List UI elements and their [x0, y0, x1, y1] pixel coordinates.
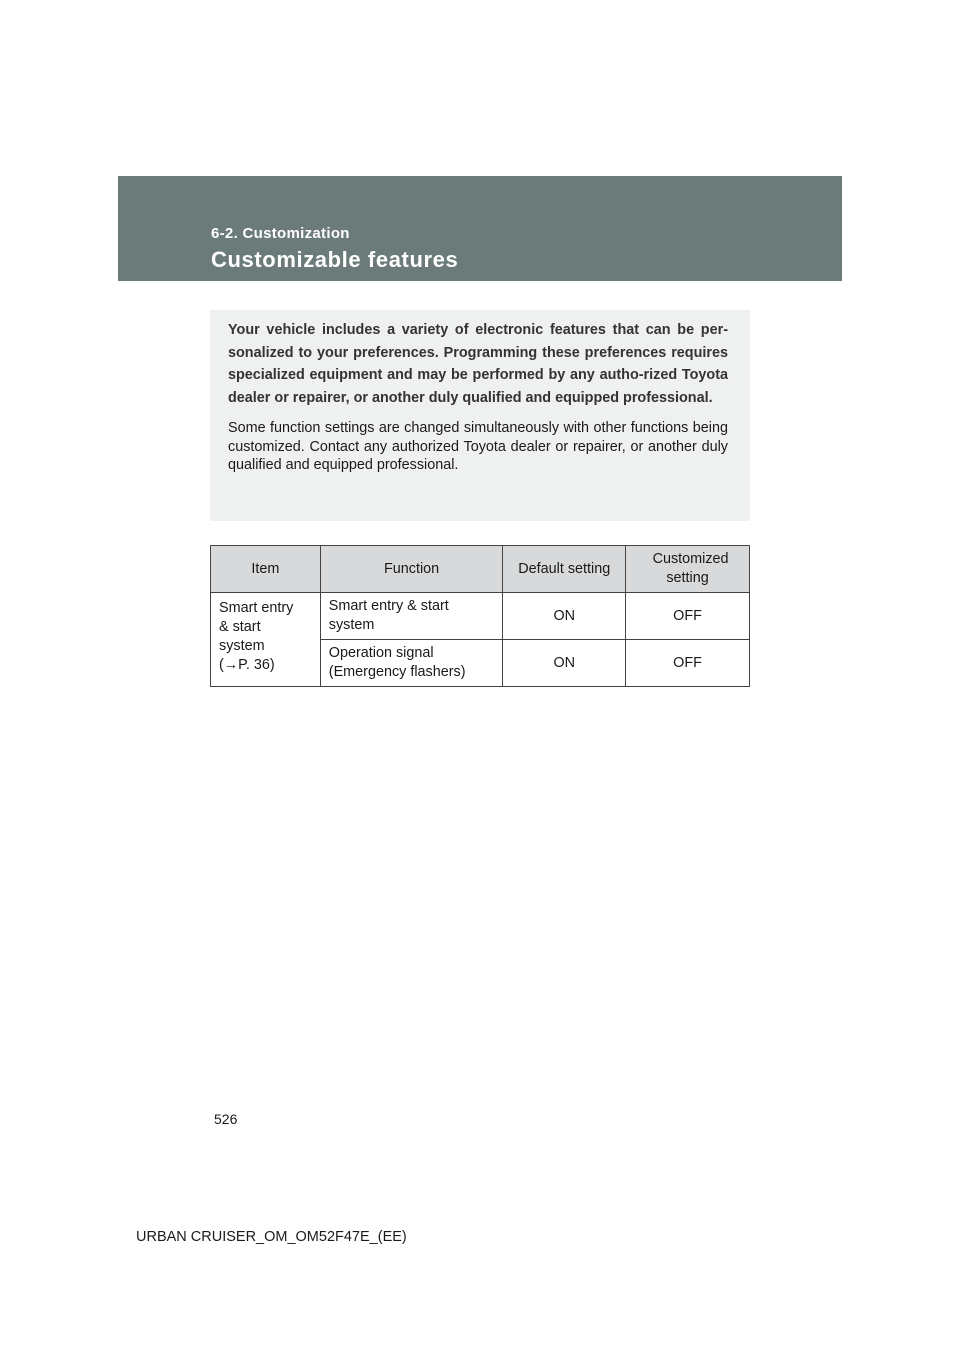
- page-number: 526: [214, 1111, 238, 1127]
- customized-setting-cell: OFF: [626, 593, 750, 640]
- table-header-row: [211, 546, 750, 593]
- column-header-customized-label: Customized setting: [652, 551, 729, 586]
- function-line: system: [328, 617, 375, 633]
- function-cell: [320, 640, 503, 687]
- default-setting-cell: ON: [503, 640, 626, 687]
- function-line: Smart entry & start: [328, 598, 449, 614]
- intro-box: [210, 310, 750, 521]
- function-line: (Emergency flashers): [328, 664, 466, 680]
- item-name-line: system: [219, 638, 265, 654]
- function-cell: [320, 593, 503, 640]
- column-header-function: Function: [320, 546, 503, 593]
- column-header-item: Item: [211, 546, 321, 593]
- document-code: URBAN CRUISER_OM_OM52F47E_(EE): [136, 1229, 407, 1245]
- item-cell: [211, 593, 321, 687]
- section-label: 6-2. Customization: [211, 225, 350, 242]
- item-name-line: & start: [219, 619, 261, 635]
- customized-setting-cell: OFF: [626, 640, 750, 687]
- page-title: Customizable features: [211, 247, 459, 272]
- intro-bold-paragraph: Your vehicle includes a variety of electronic features that can be per-sonalized to your preferences. Programming these preferences requires specialized equipment and may be performed by any autho-rized Toyota dealer or repairer, or another duly qualified and equipped professional.: [228, 322, 728, 406]
- table-row: [211, 593, 750, 640]
- function-line: Operation signal: [328, 645, 434, 661]
- column-header-default: Default setting: [503, 546, 626, 593]
- intro-note-paragraph: Some function settings are changed simultaneously with other functions being customized. Contact any authorized Toyota dealer or repairer, or another duly qualified and equipped professional.: [228, 420, 728, 473]
- default-setting-cell: ON: [503, 593, 626, 640]
- item-name-line: Smart entry: [219, 600, 294, 616]
- customization-table: [210, 545, 750, 687]
- page-reference-link[interactable]: (→P. 36): [219, 657, 275, 673]
- column-header-customized: [626, 546, 750, 593]
